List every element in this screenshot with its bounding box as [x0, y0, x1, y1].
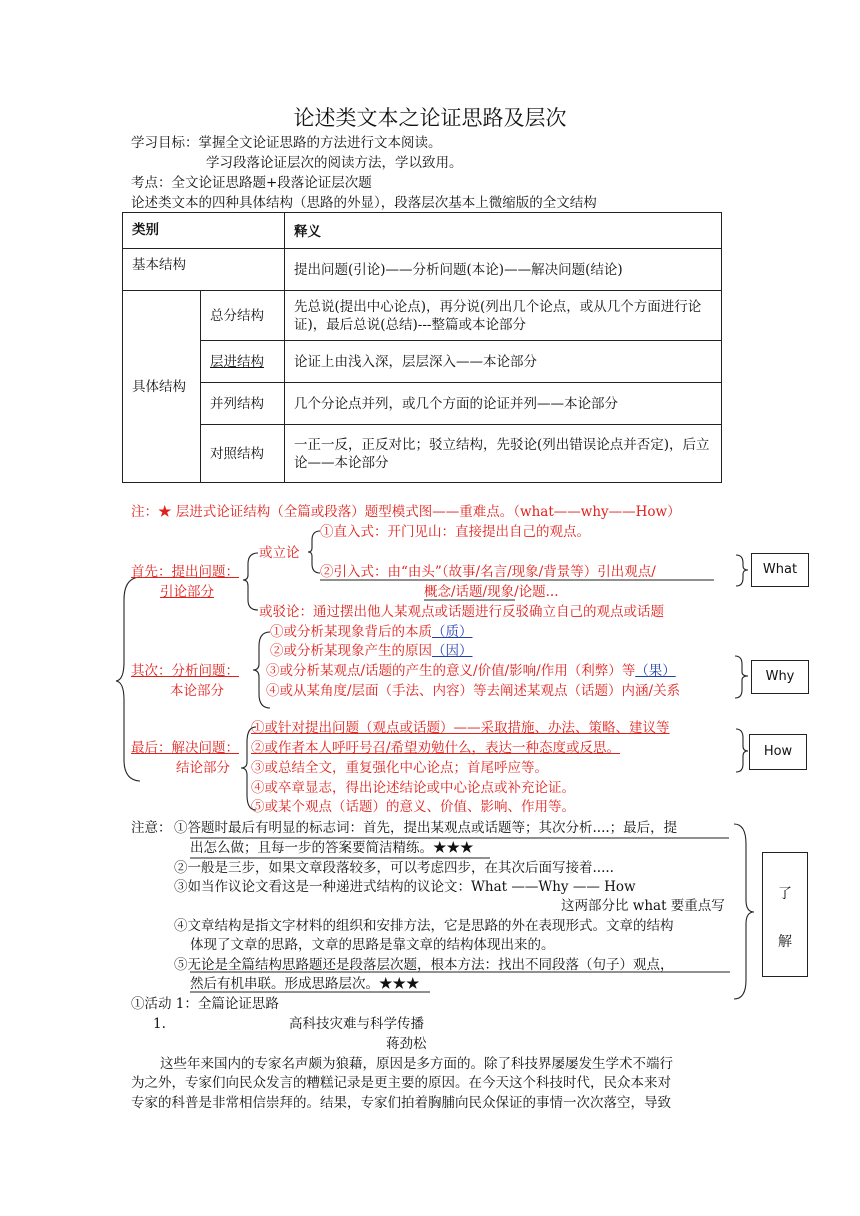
attention-1b: 出怎么做；且每一步的答案要简洁精练。★★★: [190, 840, 474, 856]
learning-goal-1: 掌握全文论证思路的方法进行文本阅读。: [198, 135, 442, 151]
basic-structure-text: 提出问题(引论)——分析问题(本论)——解决问题(结论): [285, 249, 722, 291]
or-bo-text: 或驳论：通过摆出他人某观点或话题进行反驳确立自己的观点或话题: [259, 604, 664, 620]
header-category: 类别: [123, 213, 285, 249]
attention-4b: 体现了文章的思路，文章的思路是靠文章的结构体现出来的。: [190, 937, 555, 953]
attention-3b: 这两部分比 what 要重点写: [561, 898, 725, 914]
attention-bracket: [734, 824, 754, 999]
structure-name: 总分结构: [201, 291, 285, 341]
article-author: 蒋劲松: [386, 1036, 427, 1052]
attention-label: 注意：: [131, 820, 172, 836]
article-line-3: 专家的科普是非常相信崇拜的。结果，专家们拍着胸脯向民众保证的事情一次次落空，导致: [131, 1095, 671, 1111]
first-item-1: ①直入式：开门见山：直接提出自己的观点。: [320, 524, 590, 540]
note-line: 注：★ 层进式论证结构（全篇或段落）题型模式图——重难点。（what——why——How）: [131, 504, 681, 520]
learning-goal-2: 学习段落论证层次的阅读方法，学以致用。: [206, 155, 463, 171]
activity-label: ①活动 1：全篇论证思路: [131, 996, 279, 1012]
or-li-label: 或立论: [259, 545, 300, 561]
what-box: What: [751, 553, 809, 587]
structure-text: 论证上由浅入深，层层深入——本论部分: [285, 341, 722, 383]
second-item-1: ①或分析某现象背后的本质（质）: [270, 624, 473, 640]
why-box: Why: [751, 660, 809, 694]
first-bracket: [243, 553, 258, 610]
structure-text: 先总说(提出中心论点)，再分说(列出几个论点，或从几个方面进行论证)，最后总说(总结)---整篇或本论部分: [285, 291, 722, 341]
structure-name: 对照结构: [201, 425, 285, 483]
article-line-2: 为之外，专家们向民众发言的糟糕记录是更主要的原因。在今天这个科技时代，民众本来对: [131, 1075, 671, 1091]
article-title: 高科技灾难与科学传播: [289, 1016, 424, 1032]
third-sub: 结论部分: [176, 760, 230, 776]
first-sub: 引论部分: [160, 584, 214, 600]
attention-1a: ①答题时最后有明显的标志词：首先，提出某观点或话题等；其次分析....；最后，提: [174, 820, 678, 836]
third-item-5: ⑤或某个观点（话题）的意义、价值、影响、作用等。: [251, 799, 575, 815]
first-title: 首先：提出问题：: [131, 564, 239, 580]
attention-5b: 然后有机串联。形成思路层次。★★★: [190, 976, 420, 992]
structure-name: 层进结构: [201, 341, 285, 383]
structure-text: 一正一反，正反对比；驳立结构，先驳论(列出错误论点并否定)，后立论——本论部分: [285, 425, 722, 483]
li-bracket: [308, 531, 320, 573]
third-item-4: ④或卒章显志，得出论述结论或中心论点或补充论证。: [251, 780, 575, 796]
attention-3: ③如当作议论文看这是一种递进式结构的议论文：What ——Why —— How: [174, 879, 636, 895]
first-item-2a: ②引入式：由“由头”（故事/名言/现象/背景等）引出观点/: [320, 564, 656, 580]
how-box: How: [749, 734, 807, 770]
third-title: 最后：解决问题：: [131, 740, 239, 756]
article-line-1: 这些年来国内的专家名声颇为狼藉，原因是多方面的。除了科技界屡屡发生学术不端行: [160, 1056, 673, 1072]
understand-box: [762, 852, 808, 977]
structure-text: 几个分论点并列，或几个方面的论证并列——本论部分: [285, 383, 722, 425]
third-item-2: ②或作者本人呼吁号召/希望劝勉什么，表达一种态度或反思。: [251, 740, 621, 756]
overview-text: 论述类文本的四种具体结构（思路的外显），段落层次基本上微缩版的全文结构: [131, 195, 597, 211]
structure-name: 并列结构: [201, 383, 285, 425]
why-bracket: [735, 656, 748, 698]
attention-5a: ⑤无论是全篇结构思路题还是段落层次题，根本方法：找出不同段落（句子）观点，: [174, 957, 674, 973]
second-title: 其次：分析问题：: [131, 663, 239, 679]
third-item-1: ①或针对提出问题（观点或话题）——采取措施、办法、策略、建议等: [251, 720, 670, 736]
page-title: 论述类文本之论证思路及层次: [293, 106, 567, 130]
second-item-3: ③或分析某观点/话题的产生的意义/价值/影响/作用（利弊）等（果）: [266, 663, 676, 679]
header-explain: 释义: [285, 213, 722, 249]
exam-point: 考点：全文论证思路题+段落论证层次题: [131, 175, 372, 191]
understand-char-1: 了: [778, 886, 792, 902]
learning-goal-label: 学习目标：: [131, 135, 199, 151]
understand-char-2: 解: [778, 934, 792, 950]
first-item-2b: 概念/话题/现象/论题...: [424, 584, 559, 600]
second-item-4: ④或从某角度/层面（手法、内容）等去阐述某观点（话题）内涵/关系: [266, 683, 681, 699]
attention-4a: ④文章结构是指文字材料的组织和安排方法，它是思路的外在表现形式。文章的结构: [174, 918, 674, 934]
second-item-2: ②或分析某现象产生的原因（因）: [270, 643, 473, 659]
attention-2: ②一般是三步，如果文章段落较多，可以考虑四步，在其次后面写接着.....: [174, 860, 614, 876]
what-bracket: [736, 555, 748, 586]
third-item-3: ③或总结全文，重复强化中心论点；首尾呼应等。: [251, 760, 548, 776]
specific-structure-label: 具体结构: [123, 291, 201, 483]
how-bracket: [736, 729, 748, 772]
article-number: 1.: [153, 1016, 166, 1032]
basic-structure-label: 基本结构: [123, 249, 285, 291]
second-sub: 本论部分: [170, 683, 224, 699]
